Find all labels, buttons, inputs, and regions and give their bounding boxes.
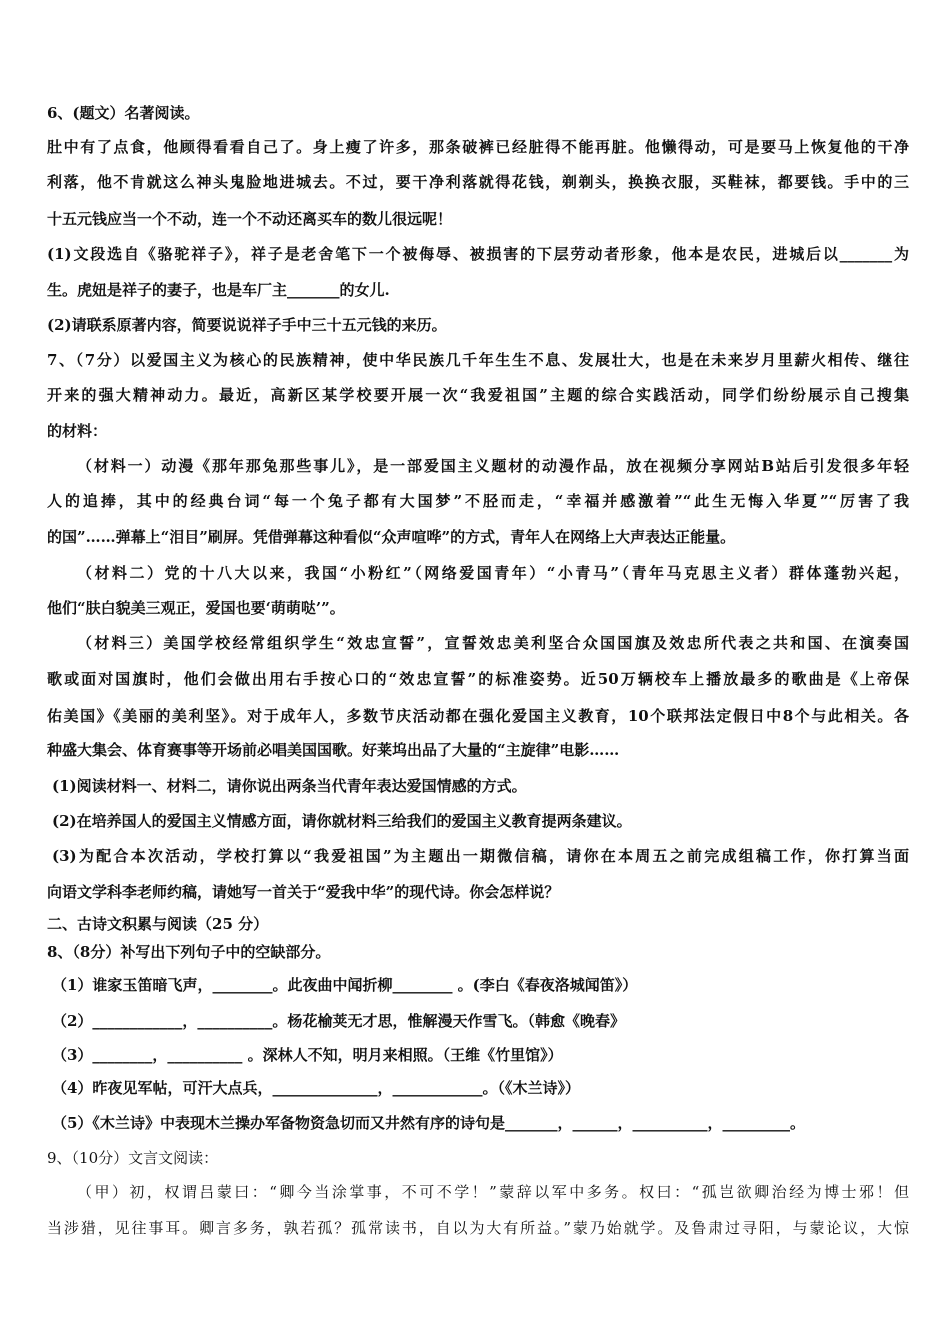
q6-subquestion-2: (2)请联系原著内容，简要说说祥子手中三十五元钱的来历。 bbox=[47, 316, 447, 334]
material-1-line-3: 的国”……弹幕上“泪目”刷屏。凭借弹幕这种看似“众声喧哗”的方式，青年人在网络上大声表达正能量。 bbox=[47, 528, 736, 546]
q8-item-4: （4）昨夜见军帖，可汗大点兵，______________，____________。（《木兰诗》） bbox=[52, 1079, 580, 1097]
question-7-line-1: 7、（7分）以爱国主义为核心的民族精神，使中华民族几千年生生不息、发展壮大，也是在未来岁月里薪火相传、继往 bbox=[47, 351, 909, 369]
q8-item-5: （5）《木兰诗》中表现木兰操办军备物资急切而又井然有序的诗句是_______，______，__________，_________。 bbox=[52, 1114, 805, 1132]
q7-subquestion-3-line-2: 向语文学科李老师约稿，请她写一首关于“爱我中华”的现代诗。你会怎样说？ bbox=[47, 883, 560, 901]
material-3-line-2: 歌或面对国旗时，他们会做出用右手按心口的“效忠宣誓”的标准姿势。近50万辆校车上播放最多的歌曲是《上帝保 bbox=[47, 670, 909, 688]
material-3-line-4: 种盛大集会、体育赛事等开场前必唱美国国歌。好莱坞出品了大量的“主旋律”电影…… bbox=[47, 741, 620, 759]
q7-subquestion-3-line-1: (3)为配合本次活动，学校打算以“我爱祖国”为主题出一期微信稿，请你在本周五之前完成组稿工作，你打算当面 bbox=[52, 847, 909, 865]
classical-text-line-1: （甲）初，权谓吕蒙曰：“卿今当涂掌事，不可不学！”蒙辞以军中多务。权曰：“孤岂欲卿治经为博士邪！但 bbox=[77, 1183, 909, 1201]
material-3-line-3: 佑美国》《美丽的美利坚》。对于成年人，多数节庆活动都在强化爱国主义教育，10个联邦法定假日中8个与此相关。各 bbox=[47, 707, 909, 725]
q6-subquestion-1-line-1: (1)文段选自《骆驼祥子》，祥子是老舍笔下一个被侮辱、被损害的下层劳动者形象，他本是农民，进城后以_______为 bbox=[47, 245, 909, 263]
q7-subquestion-1: (1)阅读材料一、材料二，请你说出两条当代青年表达爱国情感的方式。 bbox=[52, 777, 527, 795]
q8-item-2: （2）____________，__________。杨花榆荚无才思，惟解漫天作雪飞。（韩愈《晚春》 bbox=[52, 1012, 625, 1030]
question-7-line-3: 的材料： bbox=[47, 422, 108, 440]
question-6-heading: 6、(题文）名著阅读。 bbox=[47, 104, 200, 122]
q6-passage-line-3: 十五元钱应当一个不动，连一个不动还离买车的数儿很远呢！ bbox=[47, 210, 453, 228]
question-7-line-2: 开来的强大精神动力。最近，高新区某学校要开展一次“我爱祖国”主题的综合实践活动，同学们纷纷展示自己搜集 bbox=[47, 386, 909, 404]
material-1-line-2: 人的追捧，其中的经典台词“每一个兔子都有大国梦”不胫而走，“幸福并感激着”“此生无悔入华夏”“厉害了我 bbox=[47, 492, 909, 510]
material-2-line-2: 他们“肤白貌美三观正，爱国也要‘萌萌哒’”。 bbox=[47, 599, 345, 617]
q6-subquestion-1-line-2: 生。虎妞是祥子的妻子，也是车厂主_______的女儿. bbox=[47, 281, 390, 299]
q7-subquestion-2: (2)在培养国人的爱国主义情感方面，请你就材料三给我们的爱国主义教育提两条建议。 bbox=[52, 812, 632, 830]
material-3-line-1: （材料三）美国学校经常组织学生“效忠宣誓”，宣誓效忠美利坚合众国国旗及效忠所代表之共和国、在演奏国 bbox=[77, 634, 909, 652]
material-1-line-1: （材料一）动漫《那年那兔那些事儿》，是一部爱国主义题材的动漫作品，放在视频分享网站B站后引发很多年轻 bbox=[77, 457, 909, 475]
section-2-heading: 二、古诗文积累与阅读（25 分） bbox=[47, 915, 269, 933]
question-9-heading: 9、（10分）文言文阅读： bbox=[47, 1149, 219, 1167]
q6-passage-line-1: 肚中有了点食，他顾得看看自己了。身上瘦了许多，那条破裤已经脏得不能再脏。他懒得动，可是要马上恢复他的干净 bbox=[47, 138, 909, 156]
classical-text-line-2: 当涉猎，见往事耳。卿言多务，孰若孤？孤常读书，自以为大有所益。”蒙乃始就学。及鲁肃过寻阳，与蒙论议，大惊 bbox=[47, 1219, 909, 1237]
material-2-line-1: （材料二）党的十八大以来，我国“小粉红”（网络爱国青年）“小青马”（青年马克思主义者）群体蓬勃兴起， bbox=[77, 564, 909, 582]
question-8-heading: 8、（8分）补写出下列句子中的空缺部分。 bbox=[47, 943, 331, 961]
q8-item-1: （1）谁家玉笛暗飞声，________。此夜曲中闻折柳________ 。(李白《春夜洛城闻笛》） bbox=[52, 976, 638, 994]
q8-item-3: （3）________，__________ 。深林人不知，明月来相照。（王维《竹里馆》） bbox=[52, 1046, 563, 1064]
q6-passage-line-2: 利落，他不肯就这么神头鬼脸地进城去。不过，要干净利落就得花钱，剃剃头，换换衣服，买鞋袜，都要钱。手中的三 bbox=[47, 173, 909, 191]
